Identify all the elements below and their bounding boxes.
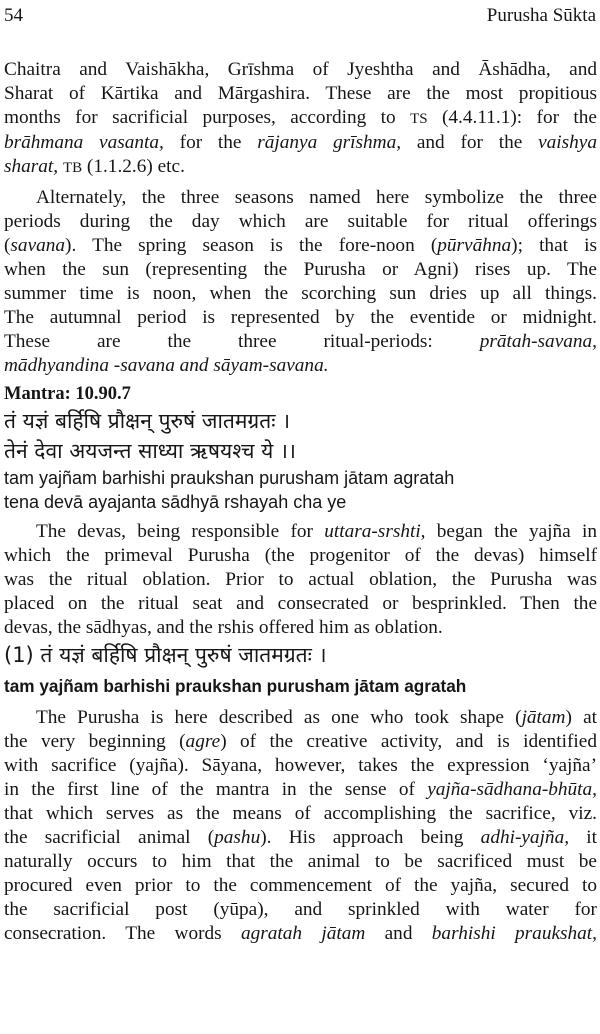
paragraph-line: devas, the sādhyas, and the rshis offered him as oblation. <box>4 617 443 638</box>
paragraph-line: placed on the ritual seat and consecrated or besprinkled. Then the <box>4 593 597 614</box>
paragraph-line: sharat, TB (1.1.2.6) etc. <box>4 156 185 177</box>
page-header <box>4 4 596 28</box>
paragraph-line: which the primeval Purusha (the progenitor of the devas) himself <box>4 545 597 566</box>
paragraph-line: was the ritual oblation. Prior to actual oblation, the Purusha was <box>4 569 597 590</box>
devanagari-verse-line: तं यज्ञं बर्हिषि प्रौक्षन् पुरुषं जातमग्रतः । <box>4 409 291 433</box>
paragraph-line: These are the three ritual-periods: prātah-savana, <box>4 331 597 352</box>
paragraph-line: the sacrificial post (yūpa), and sprinkled with water for <box>4 899 597 920</box>
transliteration-line: tam yajñam barhishi praukshan purusham jātam agratah <box>4 468 455 488</box>
paragraph-line: the sacrificial animal (pashu). His approach being adhi-yajña, it <box>4 827 597 848</box>
paragraph-line: procured even prior to the commencement of the yajña, secured to <box>4 875 597 896</box>
paragraph-line: naturally occurs to him that the animal to be sacrificed must be <box>4 851 597 872</box>
paragraph-line: consecration. The words agratah jātam and barhishi praukshat, <box>4 923 597 944</box>
paragraph-line: Alternately, the three seasons named here symbolize the three <box>36 187 597 208</box>
paragraph-line: with sacrifice (yajña). Sāyana, however, takes the expression ‘yajña’ <box>4 755 597 776</box>
paragraph-line: The devas, being responsible for uttara-srshti, began the yajña in <box>36 521 597 542</box>
paragraph-line: the very beginning (agre) of the creative activity, and is identified <box>4 731 597 752</box>
paragraph-line: Sharat of Kārtika and Mārgashira. These are the most propitious <box>4 83 597 104</box>
mantra-heading: Mantra: 10.90.7 <box>4 384 131 404</box>
running-title: Purusha Sūkta <box>486 5 596 26</box>
paragraph-line: Chaitra and Vaishākha, Grīshma of Jyeshtha and Āshādha, and <box>4 59 597 80</box>
page-body <box>4 58 597 946</box>
page-number: 54 <box>4 5 23 26</box>
paragraph-line: that which serves as the means of accomplishing the sacrifice, viz. <box>4 803 597 824</box>
paragraph-line: (savana). The spring season is the fore-noon (pūrvāhna); that is <box>4 235 597 256</box>
paragraph-line: summer time is noon, when the scorching sun dries up all things. <box>4 283 597 304</box>
devanagari-verse-line: तेनं देवा अयजन्त साध्या ऋषयश्च ये ।। <box>4 439 296 463</box>
devanagari-subverse: (1) तं यज्ञं बर्हिषि प्रौक्षन् पुरुषं जातमग्रतः । <box>4 643 327 667</box>
paragraph-line: The Purusha is here described as one who took shape (jātam) at <box>36 707 598 728</box>
paragraph-line: months for sacrificial purposes, according to TS (4.4.11.1): for the <box>4 107 597 128</box>
paragraph-line: mādhyandina -savana and sāyam-savana. <box>4 355 329 376</box>
bold-transliteration: tam yajñam barhishi praukshan purusham jātam agratah <box>4 676 467 696</box>
paragraph-line: brāhmana vasanta, for the rājanya grīshma, and for the vaishya <box>4 132 597 153</box>
paragraph-line: in the first line of the mantra in the sense of yajña-sādhana-bhūta, <box>4 779 597 800</box>
paragraph-line: periods during the day which are suitable for ritual offerings <box>4 211 597 232</box>
transliteration-line: tena devā ayajanta sādhyā rshayah cha ye <box>4 492 347 512</box>
paragraph-line: when the sun (representing the Purusha or Agni) rises up. The <box>4 259 597 280</box>
paragraph-line: The autumnal period is represented by the eventide or midnight. <box>4 307 597 328</box>
